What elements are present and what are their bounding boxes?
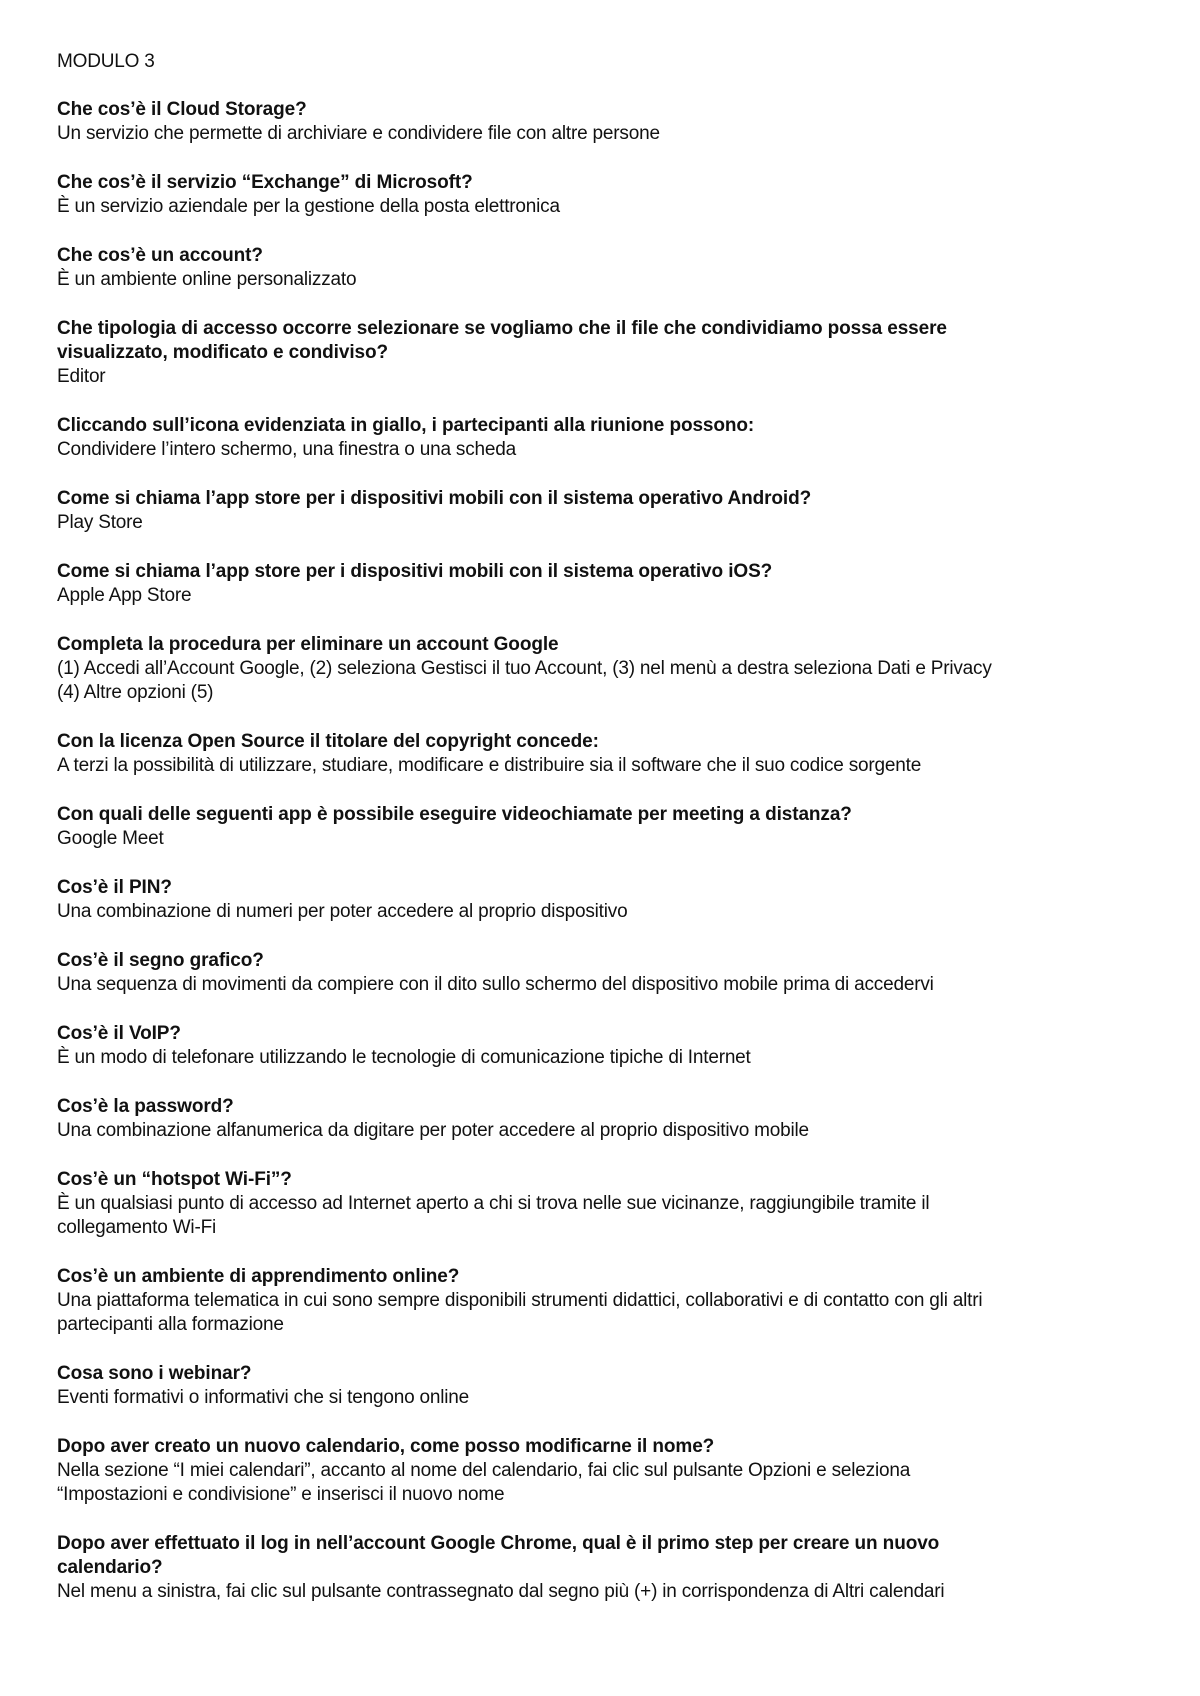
answer-text	[57, 1580, 1177, 1604]
qa-item	[57, 1168, 1177, 1240]
question-text	[57, 487, 1177, 511]
answer-text	[57, 195, 1177, 219]
answer-text	[57, 754, 1177, 778]
answer-text	[57, 1289, 1177, 1337]
qa-item	[57, 1362, 1177, 1410]
question-line: Con quali delle seguenti app è possibile eseguire videochiamate per meeting a distanza?	[57, 804, 852, 825]
question-line: Cliccando sull’icona evidenziata in giallo, i partecipanti alla riunione possono:	[57, 415, 755, 436]
answer-line: Una piattaforma telematica in cui sono sempre disponibili strumenti didattici, collaborativi e di contatto con gli altri	[57, 1290, 983, 1311]
answer-line: È un servizio aziendale per la gestione della posta elettronica	[57, 196, 560, 217]
answer-text	[57, 365, 1177, 389]
question-text	[57, 1265, 1177, 1289]
question-line: Cos’è il segno grafico?	[57, 950, 264, 971]
answer-text	[57, 268, 1177, 292]
qa-item	[57, 560, 1177, 608]
answer-line: È un modo di telefonare utilizzando le tecnologie di comunicazione tipiche di Internet	[57, 1047, 751, 1068]
answer-line: Google Meet	[57, 828, 164, 849]
answer-line: Un servizio che permette di archiviare e condividere file con altre persone	[57, 123, 660, 144]
qa-list	[57, 98, 1177, 1604]
question-text	[57, 414, 1177, 438]
qa-item	[57, 414, 1177, 462]
question-line: Che tipologia di accesso occorre selezionare se vogliamo che il file che condividiamo possa essere	[57, 318, 947, 339]
answer-line: Apple App Store	[57, 585, 192, 606]
answer-text	[57, 1459, 1177, 1507]
question-text	[57, 730, 1177, 754]
question-line: Che cos’è il servizio “Exchange” di Microsoft?	[57, 172, 473, 193]
question-text	[57, 244, 1177, 268]
answer-text	[57, 1046, 1177, 1070]
qa-item	[57, 730, 1177, 778]
answer-line: collegamento Wi-Fi	[57, 1217, 217, 1238]
qa-item	[57, 1435, 1177, 1507]
qa-item	[57, 1022, 1177, 1070]
question-line: Che cos’è il Cloud Storage?	[57, 99, 307, 120]
qa-item	[57, 1532, 1177, 1604]
question-text	[57, 1168, 1177, 1192]
question-text	[57, 317, 1177, 365]
question-text	[57, 633, 1177, 657]
qa-item	[57, 1095, 1177, 1143]
answer-line: Una combinazione di numeri per poter accedere al proprio dispositivo	[57, 901, 628, 922]
question-text	[57, 1362, 1177, 1386]
answer-text	[57, 511, 1177, 535]
answer-line: Nella sezione “I miei calendari”, accanto al nome del calendario, fai clic sul pulsante Opzioni e seleziona	[57, 1460, 911, 1481]
qa-item	[57, 171, 1177, 219]
qa-item	[57, 803, 1177, 851]
question-line: Cos’è un ambiente di apprendimento online?	[57, 1266, 460, 1287]
question-line: Dopo aver effettuato il log in nell’account Google Chrome, qual è il primo step per creare un nuovo	[57, 1533, 940, 1554]
question-line: Che cos’è un account?	[57, 245, 263, 266]
qa-item	[57, 1265, 1177, 1337]
question-text	[57, 98, 1177, 122]
answer-line: Una combinazione alfanumerica da digitare per poter accedere al proprio dispositivo mobile	[57, 1120, 809, 1141]
question-line: Come si chiama l’app store per i dispositivi mobili con il sistema operativo Android?	[57, 488, 812, 509]
question-line: Con la licenza Open Source il titolare del copyright concede:	[57, 731, 599, 752]
question-text	[57, 949, 1177, 973]
question-line: visualizzato, modificato e condiviso?	[57, 342, 388, 363]
question-text	[57, 560, 1177, 584]
question-line: Completa la procedura per eliminare un account Google	[57, 634, 559, 655]
question-line: Cos’è il VoIP?	[57, 1023, 181, 1044]
answer-line: A terzi la possibilità di utilizzare, studiare, modificare e distribuire sia il software che il suo codice sorgente	[57, 755, 922, 776]
answer-text	[57, 584, 1177, 608]
answer-line: Nel menu a sinistra, fai clic sul pulsante contrassegnato dal segno più (+) in corrispondenza di Altri calendari	[57, 1581, 945, 1602]
answer-line: (4) Altre opzioni (5)	[57, 682, 214, 703]
answer-line: Editor	[57, 366, 106, 387]
question-line: Cos’è la password?	[57, 1096, 234, 1117]
qa-item	[57, 487, 1177, 535]
answer-text	[57, 438, 1177, 462]
answer-line: Play Store	[57, 512, 143, 533]
question-text	[57, 1022, 1177, 1046]
question-text	[57, 803, 1177, 827]
question-line: Cos’è il PIN?	[57, 877, 172, 898]
question-line: calendario?	[57, 1557, 163, 1578]
qa-item	[57, 244, 1177, 292]
answer-line: Condividere l’intero schermo, una finestra o una scheda	[57, 439, 516, 460]
answer-line: È un qualsiasi punto di accesso ad Internet aperto a chi si trova nelle sue vicinanze, raggiungibile tramite il	[57, 1193, 930, 1214]
answer-text	[57, 122, 1177, 146]
answer-line: È un ambiente online personalizzato	[57, 269, 357, 290]
question-line: Cosa sono i webinar?	[57, 1363, 252, 1384]
answer-text	[57, 900, 1177, 924]
question-text	[57, 1095, 1177, 1119]
answer-line: Eventi formativi o informativi che si tengono online	[57, 1387, 470, 1408]
question-text	[57, 171, 1177, 195]
question-text	[57, 876, 1177, 900]
question-line: Cos’è un “hotspot Wi-Fi”?	[57, 1169, 292, 1190]
answer-line: “Impostazioni e condivisione” e inserisci il nuovo nome	[57, 1484, 505, 1505]
answer-line: Una sequenza di movimenti da compiere con il dito sullo schermo del dispositivo mobile prima di accedervi	[57, 974, 934, 995]
answer-text	[57, 973, 1177, 997]
qa-item	[57, 317, 1177, 389]
question-line: Dopo aver creato un nuovo calendario, come posso modificarne il nome?	[57, 1436, 715, 1457]
question-line: Come si chiama l’app store per i dispositivi mobili con il sistema operativo iOS?	[57, 561, 773, 582]
question-text	[57, 1435, 1177, 1459]
qa-item	[57, 633, 1177, 705]
answer-text	[57, 827, 1177, 851]
answer-line: partecipanti alla formazione	[57, 1314, 284, 1335]
answer-text	[57, 657, 1177, 705]
question-text	[57, 1532, 1177, 1580]
answer-text	[57, 1119, 1177, 1143]
qa-item	[57, 949, 1177, 997]
answer-text	[57, 1386, 1177, 1410]
qa-item	[57, 98, 1177, 146]
module-title: MODULO 3	[57, 51, 155, 72]
qa-item	[57, 876, 1177, 924]
answer-line: (1) Accedi all’Account Google, (2) seleziona Gestisci il tuo Account, (3) nel menù a destra seleziona Dati e Privacy	[57, 658, 992, 679]
answer-text	[57, 1192, 1177, 1240]
document-page	[57, 50, 1177, 1629]
